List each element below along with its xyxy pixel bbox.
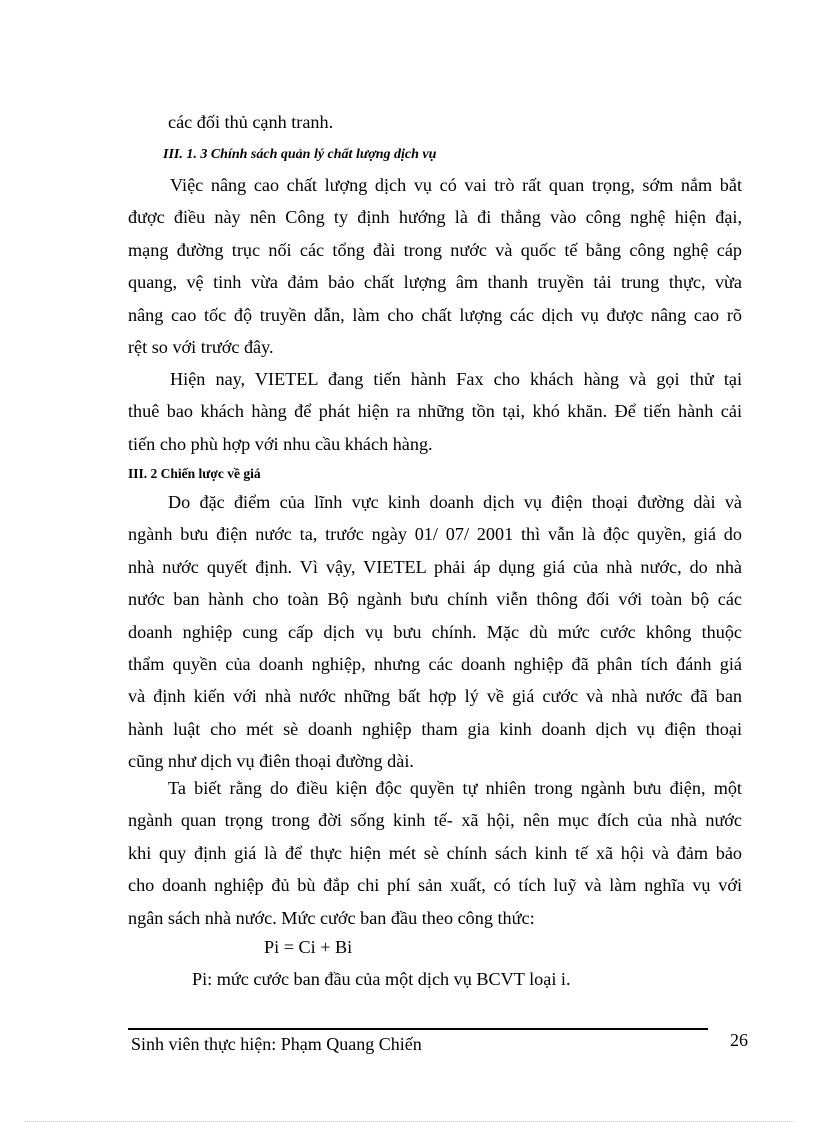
formula-note: Pi: mức cước ban đầu của một dịch vụ BCVT loại i. bbox=[192, 969, 571, 989]
paragraph-line: nước ban hành cho toàn Bộ ngành bưu chính viễn thông đối với toàn bộ các bbox=[128, 589, 742, 610]
paragraph-line: thẩm quyền của doanh nghiệp, nhưng các doanh nghiệp đã phân tích đánh giá bbox=[128, 653, 742, 674]
paragraph-line: ngân sách nhà nước. Mức cước ban đầu theo công thức: bbox=[128, 907, 535, 928]
page-number: 26 bbox=[730, 1030, 748, 1050]
pricing-paragraph-1 bbox=[128, 486, 742, 778]
paragraph-line: được điều này nên Công ty định hướng là đi thẳng vào công nghệ hiện đại, bbox=[128, 207, 742, 228]
paragraph-line: quang, vệ tinh vừa đảm bảo chất lượng âm thanh truyền tải trung thực, vừa bbox=[128, 272, 742, 293]
paragraph-line: ngành bưu điện nước ta, trước ngày 01/ 07/ 2001 thì vẫn là độc quyền, giá do bbox=[128, 524, 742, 545]
page-edge-divider bbox=[24, 1121, 794, 1122]
paragraph-line: thuê bao khách hàng để phát hiện ra những tồn tại, khó khăn. Để tiến hành cải bbox=[128, 401, 742, 422]
section-heading-quality-policy: III. 1. 3 Chính sách quản lý chất lượng dịch vụ bbox=[163, 147, 437, 162]
paragraph-line: nhà nước quyết định. Vì vậy, VIETEL phải áp dụng giá của nhà nước, do nhà bbox=[128, 556, 742, 577]
paragraph-line: hành luật cho mét sè doanh nghiệp tham gia kinh doanh dịch vụ điện thoại bbox=[128, 718, 742, 739]
footer-author: Sinh viên thực hiện: Phạm Quang Chiến bbox=[131, 1034, 422, 1054]
paragraph-line: rệt so với trước đây. bbox=[128, 336, 274, 357]
pricing-paragraph-2 bbox=[128, 772, 742, 934]
paragraph-line: Hiện nay, VIETEL đang tiến hành Fax cho khách hàng và gọi thử tại bbox=[170, 369, 742, 389]
paragraph-line: Do đặc điểm của lĩnh vực kinh doanh dịch vụ điện thoại đường dài và bbox=[168, 492, 742, 512]
section-heading-pricing-strategy: III. 2 Chiến lược về giá bbox=[128, 466, 261, 481]
paragraph-line: tiến cho phù hợp với nhu cầu khách hàng. bbox=[128, 433, 433, 454]
paragraph-line: doanh nghiệp cung cấp dịch vụ bưu chính. Mặc dù mức cước không thuộc bbox=[128, 621, 742, 642]
paragraph-line: ngành quan trọng trong đời sống kinh tế- xã hội, nên mục đích của nhà nước bbox=[128, 810, 742, 831]
paragraph-line: cũng như dịch vụ điên thoại đường dài. bbox=[128, 751, 414, 772]
paragraph-line: cho doanh nghiệp đủ bù đắp chi phí sản xuất, có tích luỹ và làm nghĩa vụ với bbox=[128, 875, 742, 896]
quality-paragraph-1 bbox=[128, 169, 742, 363]
paragraph-line: Ta biết rằng do điều kiện độc quyền tự nhiên trong ngành bưu điện, một bbox=[168, 778, 742, 798]
quality-paragraph-2 bbox=[128, 363, 742, 460]
paragraph-line: và định kiến với nhà nước những bất hợp lý về giá cước và nhà nước đã ban bbox=[128, 686, 742, 707]
paragraph-line: nâng cao tốc độ truyền dẫn, làm cho chất lượng các dịch vụ được nâng cao rõ bbox=[128, 304, 742, 325]
lead-line: các đối thủ cạnh tranh. bbox=[168, 112, 334, 132]
footer-rule bbox=[128, 1028, 708, 1030]
paragraph-line: mạng đường trục nối các tổng đài trong nước và quốc tế bằng công nghệ cáp bbox=[128, 239, 742, 260]
paragraph-line: khi quy định giá là để thực hiện mét sè chính sách kinh tế xã hội và đảm bảo bbox=[128, 842, 742, 863]
paragraph-line: Việc nâng cao chất lượng dịch vụ có vai trò rất quan trọng, sớm nắm bắt bbox=[170, 175, 742, 195]
price-formula: Pi = Ci + Bi bbox=[264, 937, 353, 957]
